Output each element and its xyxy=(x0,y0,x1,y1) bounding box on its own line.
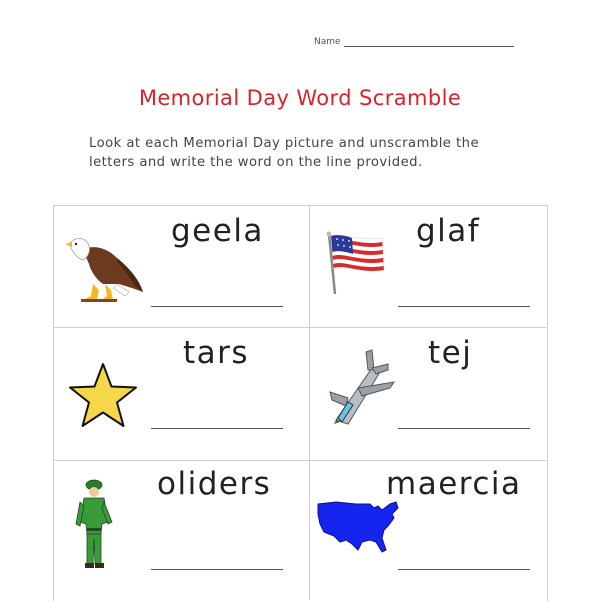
grid-divider-row-1 xyxy=(53,327,546,328)
soldier-icon xyxy=(74,478,116,572)
scrambled-word: tej xyxy=(428,335,473,371)
star-icon xyxy=(68,362,138,428)
worksheet-title: Memorial Day Word Scramble xyxy=(138,86,462,110)
scrambled-word: geela xyxy=(171,213,264,249)
usa-map-icon xyxy=(316,498,402,558)
scrambled-word: oliders xyxy=(157,466,272,502)
answer-line[interactable] xyxy=(151,306,283,307)
grid-divider-vertical xyxy=(309,205,310,600)
bald-eagle-icon xyxy=(63,234,145,304)
answer-line[interactable] xyxy=(151,569,283,570)
name-answer-line[interactable] xyxy=(344,37,514,47)
american-flag-icon xyxy=(324,230,386,296)
scrambled-word: glaf xyxy=(416,213,481,249)
name-label: Name xyxy=(314,37,341,47)
grid-divider-row-2 xyxy=(53,460,546,461)
instructions-text: Look at each Memorial Day picture and unscramble the letters and write the word on the line provided. xyxy=(89,136,480,170)
scrambled-word: tars xyxy=(183,335,250,371)
answer-line[interactable] xyxy=(398,569,530,570)
fighter-jet-icon xyxy=(328,348,396,426)
answer-line[interactable] xyxy=(398,428,530,429)
answer-line[interactable] xyxy=(398,306,530,307)
scrambled-word: maercia xyxy=(386,466,522,502)
answer-line[interactable] xyxy=(151,428,283,429)
name-field[interactable] xyxy=(314,37,514,47)
